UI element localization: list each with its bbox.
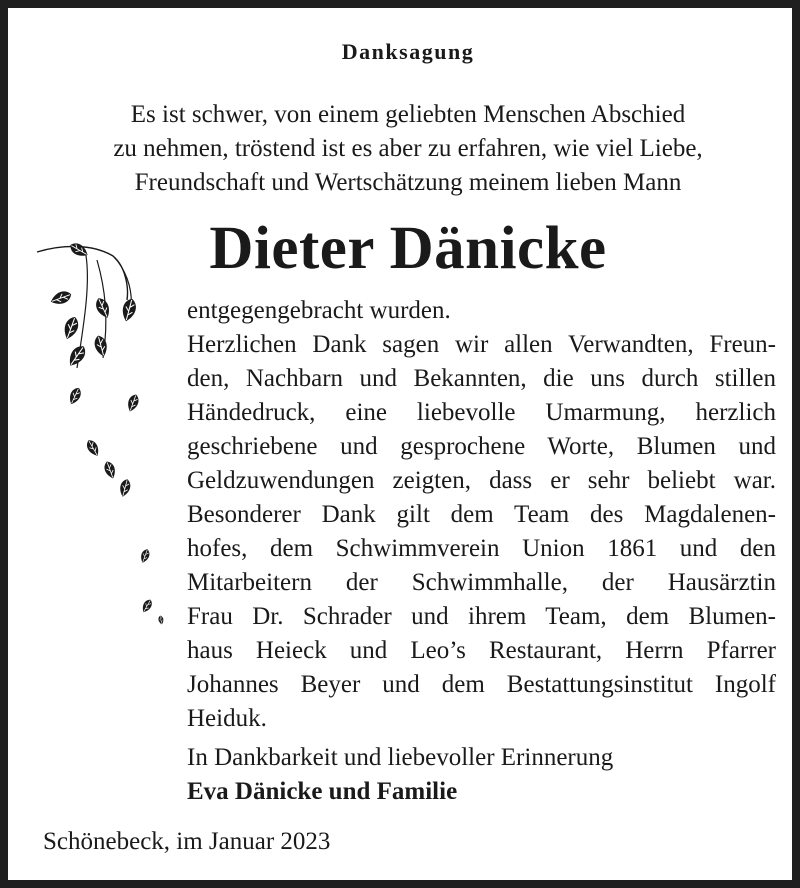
body-line: entgegengebracht wurden.: [187, 297, 451, 324]
intro-line: Es ist schwer, von einem geliebten Menschen Abschied: [130, 101, 686, 128]
closing-line: In Dankbarkeit und liebevoller Erinnerung: [187, 744, 614, 771]
body-line: geschriebene und gesprochene Worte, Blumen und: [187, 433, 776, 460]
body-line: Heiduk.: [187, 705, 267, 732]
intro-line: zu nehmen, tröstend ist es aber zu erfahren, wie viel Liebe,: [113, 135, 703, 162]
intro-line: Freundschaft und Wertschätzung meinem lieben Mann: [134, 169, 682, 196]
body-line: Frau Dr. Schrader und ihrem Team, dem Blumen-: [187, 603, 776, 630]
body-line: Geldzuwendungen zeigten, dass er sehr beliebt war.: [187, 467, 776, 494]
leaf-branch-illustration: [33, 238, 173, 638]
signature: Eva Dänicke und Familie: [187, 778, 458, 805]
deceased-name: Dieter Dänicke: [209, 215, 607, 282]
body-line: Besonderer Dank gilt dem Team des Magdalenen-: [187, 501, 776, 528]
place-date: Schönebeck, im Januar 2023: [43, 828, 331, 855]
body-line: Herzlichen Dank sagen wir allen Verwandten, Freun-: [187, 331, 776, 358]
heading: Danksagung: [341, 39, 475, 64]
body-line: Händedruck, eine liebevolle Umarmung, herzlich: [187, 399, 776, 426]
body-line: Mitarbeitern der Schwimmhalle, der Hausärztin: [187, 569, 776, 596]
intro-text: [8, 98, 800, 200]
body-line: hofes, dem Schwimmverein Union 1861 und den: [187, 535, 776, 562]
body-line: den, Nachbarn und Bekannten, die uns durch stillen: [187, 365, 776, 392]
body-line: haus Heieck und Leo’s Restaurant, Herrn Pfarrer: [187, 637, 776, 664]
body-line: Johannes Beyer und dem Bestattungsinstitut Ingolf: [187, 671, 776, 698]
body-text: [187, 294, 776, 736]
closing-block: [187, 741, 613, 809]
